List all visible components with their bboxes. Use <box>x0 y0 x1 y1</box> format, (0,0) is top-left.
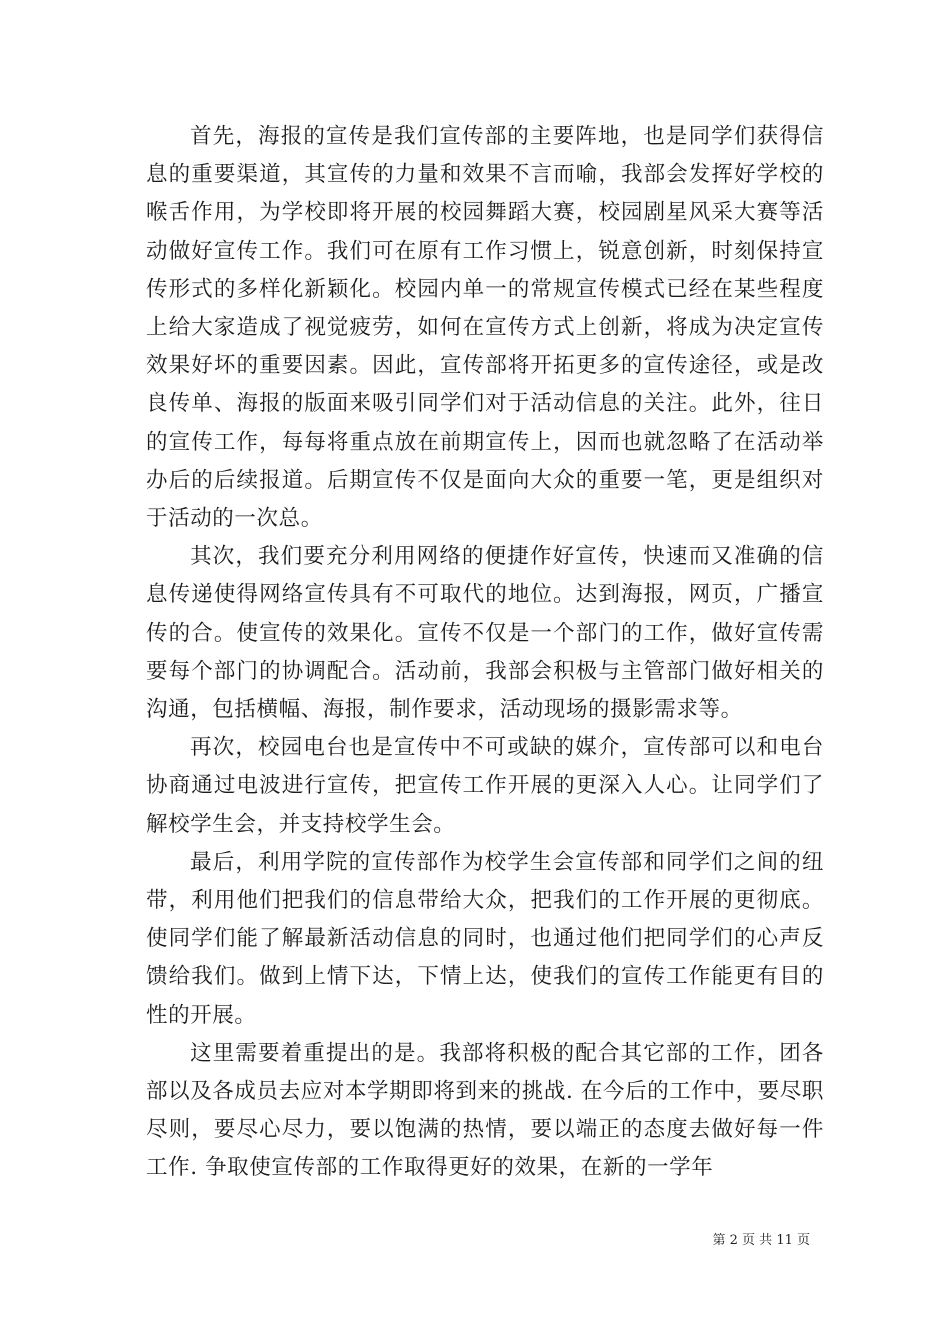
paragraph-cooperation: 这里需要着重提出的是。我部将积极的配合其它部的工作，团各部以及各成员去应对本学期即将到来的挑战. 在今后的工作中，要尽职尽则，要尽心尽力，要以饱满的热情，要以端正的态度去做好每一件工作. 争取使宣传部的工作取得更好的效果，在新的一学年 <box>146 1040 824 1181</box>
paragraph-poster-publicity: 首先，海报的宣传是我们宣传部的主要阵地，也是同学们获得信息的重要渠道，其宣传的力量和效果不言而喻，我部会发挥好学校的喉舌作用，为学校即将开展的校园舞蹈大赛，校园剧星风采大赛等活动做好宣传工作。我们可在原有工作习惯上，锐意创新，时刻保持宣传形式的多样化新颖化。校园内单一的常规宣传模式已经在某些程度上给大家造成了视觉疲劳，如何在宣传方式上创新，将成为决定宣传效果好坏的重要因素。因此，宣传部将开拓更多的宣传途径，或是改良传单、海报的版面来吸引同学们对于活动信息的关注。此外，往日的宣传工作，每每将重点放在前期宣传上，因而也就忽略了在活动举办后的后续报道。后期宣传不仅是面向大众的重要一笔，更是组织对于活动的一次总。 <box>146 124 824 532</box>
paragraph-college-liaison: 最后，利用学院的宣传部作为校学生会宣传部和同学们之间的纽带，利用他们把我们的信息带给大众，把我们的工作开展的更彻底。使同学们能了解最新活动信息的同时，也通过他们把同学们的心声反馈给我们。做到上情下达，下情上达，使我们的宣传工作能更有目的性的开展。 <box>146 849 824 1028</box>
document-body <box>146 118 824 1188</box>
page-number-footer: 第 2 页 共 11 页 <box>712 1233 810 1248</box>
paragraph-network-publicity: 其次，我们要充分利用网络的便捷作好宣传，快速而又准确的信息传递使得网络宣传具有不可取代的地位。达到海报，网页，广播宣传的合。使宣传的效果化。宣传不仅是一个部门的工作，做好宣传需要每个部门的协调配合。活动前，我部会积极与主管部门做好相关的沟通，包括横幅、海报，制作要求，活动现场的摄影需求等。 <box>146 544 824 723</box>
paragraph-campus-radio: 再次，校园电台也是宣传中不可或缺的媒介，宣传部可以和电台协商通过电波进行宣传，把宣传工作开展的更深入人心。让同学们了解校学生会，并支持校学生会。 <box>146 735 824 837</box>
